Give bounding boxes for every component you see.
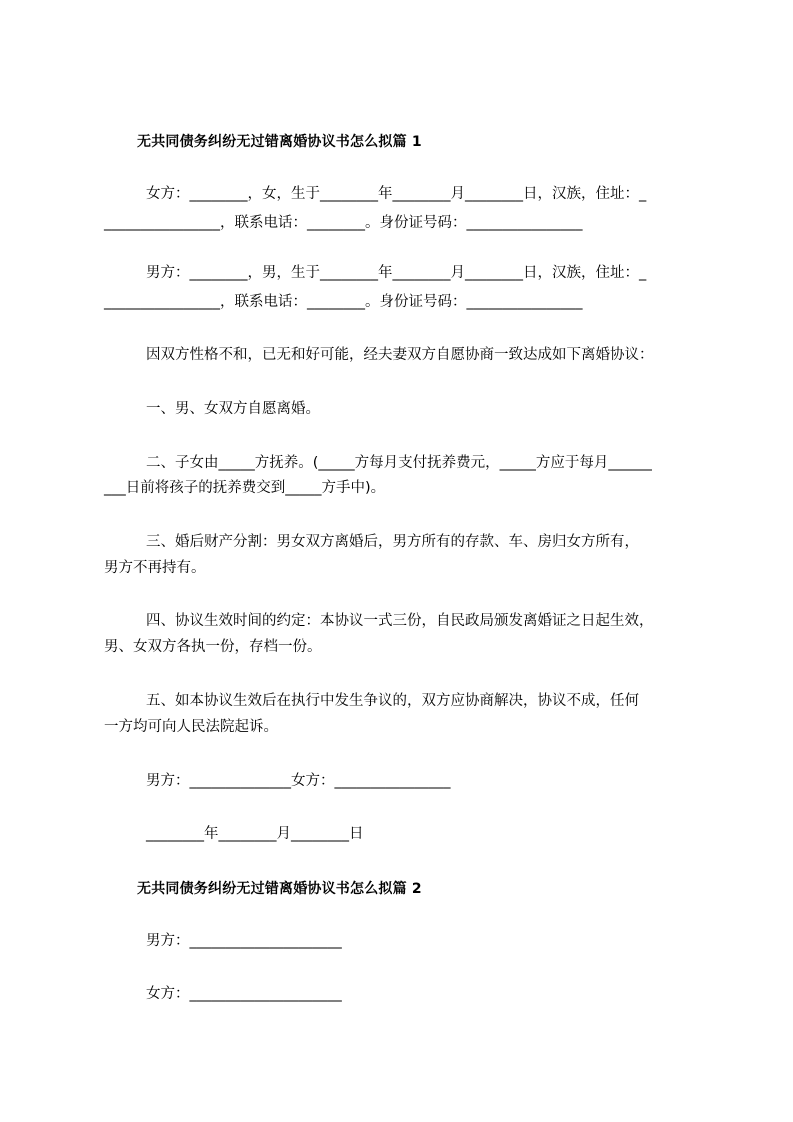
man-info-line-1: 男方：________，男，生于________年________月________日，汉族，住址：_ — [146, 265, 647, 281]
clause-4-line-2: 男、女双方各执一份，存档一份。 — [104, 639, 322, 655]
clause-3-line-2: 男方不再持有。 — [104, 560, 206, 576]
clause-3-line-1: 三、婚后财产分割：男女双方离婚后，男方所有的存款、车、房归女方所有， — [146, 534, 639, 550]
section-heading-1: 无共同债务纠纷无过错离婚协议书怎么拟篇 1 — [137, 134, 422, 150]
date-line: ________年________月________日 — [146, 826, 364, 842]
clause-2-line-1: 二、子女由_____方抚养。(_____方每月支付抚养费元，_____方应于每月______ — [146, 455, 652, 471]
woman-field: 女方：_____________________ — [146, 986, 342, 1002]
intro-paragraph: 因双方性格不和，已无和好可能，经夫妻双方自愿协商一致达成如下离婚协议： — [146, 347, 654, 363]
clause-1: 一、男、女双方自愿离婚。 — [146, 401, 320, 417]
clause-5-line-2: 一方均可向人民法院起诉。 — [104, 719, 278, 735]
man-field: 男方：_____________________ — [146, 933, 342, 949]
woman-info-line-1: 女方：________，女，生于________年________月________日，汉族，住址：_ — [146, 186, 647, 202]
clause-4-line-1: 四、协议生效时间的约定：本协议一式三份，自民政局颁发离婚证之日起生效， — [146, 613, 654, 629]
man-info-line-2: ________________，联系电话：________。身份证号码：________________ — [104, 294, 583, 310]
clause-2-line-2: ___日前将孩子的抚养费交到_____方手中)。 — [104, 480, 386, 496]
woman-info-line-2: ________________，联系电话：________。身份证号码：________________ — [104, 215, 583, 231]
section-heading-2: 无共同债务纠纷无过错离婚协议书怎么拟篇 2 — [137, 881, 422, 897]
clause-5-line-1: 五、如本协议生效后在执行中发生争议的，双方应协商解决，协议不成，任何 — [146, 693, 639, 709]
signature-line: 男方：______________女方：________________ — [146, 773, 451, 789]
